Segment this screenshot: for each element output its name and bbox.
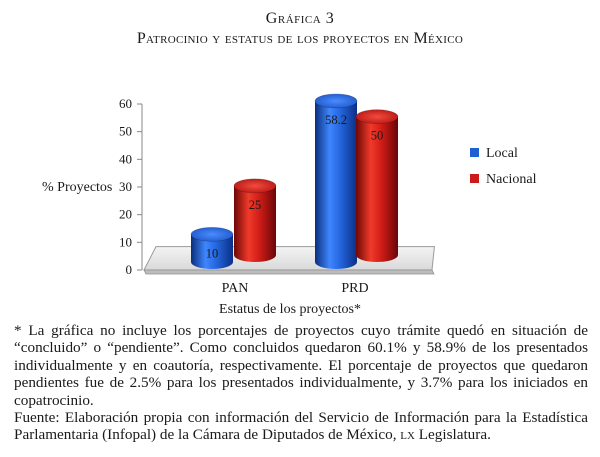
legend-label-local: Local bbox=[486, 146, 518, 161]
legend-swatch-local bbox=[470, 148, 479, 157]
chart-title-number: Gráfica 3 bbox=[265, 10, 335, 27]
x-tick-label: PRD bbox=[341, 281, 369, 296]
y-tick-label: 40 bbox=[119, 151, 132, 167]
legend-swatch-nacional bbox=[470, 174, 479, 183]
chart-floor-edge bbox=[144, 270, 434, 274]
x-axis-label: Estatus de los proyectos* bbox=[219, 302, 361, 317]
bar-top bbox=[356, 110, 398, 124]
bars-layer bbox=[191, 94, 398, 269]
y-tick-label: 20 bbox=[119, 206, 132, 222]
x-tick-label: PAN bbox=[221, 281, 249, 296]
source-text: Fuente: Elaboración propia con información del Servicio de Información para la Estadística Parlamentaria (Infopal) de la Cámara de Diputados de México, bbox=[14, 409, 588, 444]
bar-top bbox=[234, 179, 276, 193]
source-note bbox=[14, 409, 588, 444]
y-tick-label: 60 bbox=[119, 96, 132, 111]
data-label: 25 bbox=[248, 197, 262, 212]
y-tick-label: 30 bbox=[119, 179, 132, 194]
source-legislature: lx bbox=[400, 426, 415, 444]
chart-notes bbox=[14, 322, 588, 444]
data-label: 58.2 bbox=[325, 112, 347, 127]
bar-top bbox=[191, 227, 233, 241]
chart-title: Patrocinio y estatus de los proyectos en México bbox=[136, 30, 464, 47]
y-axis-label: % Proyectos bbox=[42, 180, 113, 195]
legend bbox=[470, 146, 537, 187]
source-suffix: Legislatura. bbox=[414, 426, 491, 444]
y-tick-label: 0 bbox=[125, 262, 132, 277]
y-tick-label: 50 bbox=[119, 123, 132, 139]
y-tick-label: 10 bbox=[119, 234, 132, 250]
axis-layer bbox=[42, 96, 142, 277]
bar-top bbox=[315, 94, 357, 108]
data-label: 10 bbox=[205, 246, 219, 261]
legend-label-nacional: Nacional bbox=[486, 172, 537, 187]
bar-pan-nacional bbox=[234, 179, 276, 262]
data-label: 50 bbox=[370, 128, 384, 143]
footnote: * La gráfica no incluye los porcentajes de proyectos cuyo trámite quedó en situación de “concluido” o “pendiente”. Como concluidos quedaron 60.1% y 58.9% de los presentados individualmente y en coautoría, respectivamente. El porcentaje de proyectos que quedaron pendientes fue de 2.5% para los presentados individualmente, y 3.7% para los iniciados en copatrocinio. bbox=[14, 322, 588, 409]
